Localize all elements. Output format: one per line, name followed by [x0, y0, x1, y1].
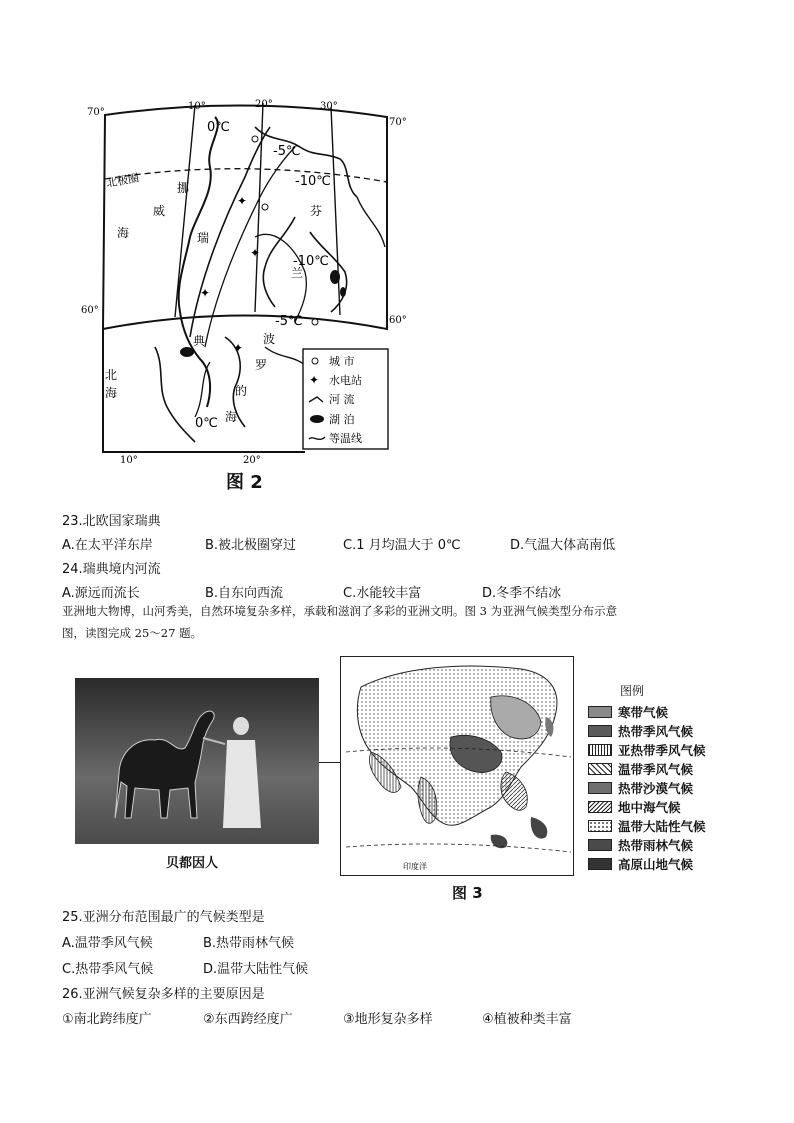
region-char: 瑞	[197, 231, 210, 245]
isotherm-label: 0℃	[195, 416, 218, 431]
bedouin-photo	[75, 678, 319, 844]
legend-swatch	[588, 744, 612, 756]
lon-label-30: 30°	[320, 101, 338, 112]
intro-paragraph	[62, 600, 762, 644]
legend-item: 温带季风气候	[588, 759, 706, 778]
svg-text:✦: ✦	[233, 341, 244, 355]
q26-stem: 26.亚洲气候复杂多样的主要原因是	[62, 987, 265, 1002]
map-ocean-label: 印度洋	[403, 862, 427, 871]
legend-swatch	[588, 782, 612, 794]
person-robe	[223, 740, 261, 828]
region-char: 挪	[177, 181, 190, 195]
q25-option-d: D.温带大陆性气候	[203, 962, 309, 977]
isotherm-label: -10℃	[293, 254, 329, 269]
svg-text:✦: ✦	[200, 286, 211, 300]
region-char: 海	[105, 386, 118, 400]
lon-bottom-10: 10°	[120, 455, 138, 466]
isotherm-label: -5℃	[273, 144, 301, 159]
q26-option-2: ②东西跨经度广	[203, 1012, 293, 1027]
region-char: 波	[263, 332, 276, 346]
q25-option-c: C.热带季风气候	[62, 962, 154, 977]
q24-option-d: D.冬季不结冰	[482, 586, 562, 601]
region-char: 北	[105, 368, 118, 382]
legend-item: 热带沙漠气候	[588, 778, 706, 797]
legend-swatch	[588, 801, 612, 813]
svg-text:等温线: 等温线	[329, 432, 362, 445]
isotherm-label: 0℃	[207, 120, 230, 135]
figure2-legend	[303, 349, 388, 449]
q26-option-1: ①南北跨纬度广	[62, 1012, 152, 1027]
region-char: 海	[225, 410, 238, 424]
legend-swatch	[588, 763, 612, 775]
q24-option-b: B.自东向西流	[205, 586, 284, 601]
asia-climate-map	[340, 656, 574, 876]
q23-option-a: A.在太平洋东岸	[62, 538, 153, 553]
svg-text:湖 泊: 湖 泊	[329, 413, 355, 426]
scandinavia-map	[81, 97, 407, 466]
legend-item: 热带季风气候	[588, 721, 706, 740]
intro-line-1: 亚洲地大物博，山河秀美，自然环境复杂多样，承载和滋润了多彩的亚洲文明。图 3 为亚洲气候类型分布示意	[62, 604, 618, 618]
q25-option-b: B.热带雨林气候	[203, 936, 295, 951]
legend-item: 温带大陆性气候	[588, 816, 706, 835]
q25-option-a: A.温带季风气候	[62, 936, 153, 951]
figure3-caption: 图 3	[452, 884, 483, 902]
lon-bottom-20: 20°	[243, 455, 261, 466]
region-char: 海	[117, 226, 130, 240]
legend-title: 图例	[620, 684, 645, 698]
lat-label-left-70: 70°	[87, 107, 105, 118]
q23-option-b: B.被北极圈穿过	[205, 538, 297, 553]
photo-caption: 贝都因人	[166, 856, 219, 871]
legend-swatch	[588, 725, 612, 737]
hydropower-icon: ✦	[309, 373, 320, 387]
q23-option-c: C.1 月均温大于 0℃	[343, 538, 461, 553]
legend-swatch	[588, 858, 612, 870]
region-char: 兰	[291, 266, 304, 280]
region-char: 典	[193, 334, 206, 348]
svg-text:河 流: 河 流	[329, 393, 355, 406]
q23-option-d: D.气温大体高南低	[510, 538, 616, 553]
legend-item: 高原山地气候	[588, 854, 706, 873]
legend-item: 寒带气候	[588, 702, 706, 721]
isotherm-label: -10℃	[295, 174, 331, 189]
legend-item: 热带雨林气候	[588, 835, 706, 854]
figure2-caption: 图 2	[226, 472, 263, 493]
city-icon	[312, 358, 318, 364]
q25-stem: 25.亚洲分布范围最广的气候类型是	[62, 910, 265, 925]
q24-option-c: C.水能较丰富	[343, 586, 422, 601]
arctic-circle-label: 北极圈	[105, 171, 141, 190]
lake-icon	[310, 415, 324, 423]
region-char: 威	[153, 204, 166, 218]
isotherm-label: -5℃	[275, 314, 303, 329]
legend-swatch	[588, 839, 612, 851]
q26-option-4: ④植被种类丰富	[482, 1012, 572, 1027]
legend-swatch	[588, 820, 612, 832]
svg-text:✦: ✦	[250, 246, 261, 260]
figure3-legend	[588, 682, 706, 873]
q24-option-a: A.源远而流长	[62, 586, 140, 601]
q23-stem: 23.北欧国家瑞典	[62, 514, 161, 529]
lon-label-10: 10°	[188, 101, 206, 112]
person-head	[233, 717, 249, 735]
legend-item: 亚热带季风气候	[588, 740, 706, 759]
legend-swatch	[588, 706, 612, 718]
lat-label-right-60: 60°	[389, 315, 407, 326]
region-char: 芬	[310, 204, 323, 218]
lon-label-20: 20°	[255, 99, 273, 110]
q24-stem: 24.瑞典境内河流	[62, 562, 161, 577]
region-char: 的	[235, 384, 248, 398]
intro-line-2: 图，读图完成 25～27 题。	[62, 626, 203, 640]
q26-option-3: ③地形复杂多样	[343, 1012, 433, 1027]
svg-text:✦: ✦	[237, 194, 248, 208]
region-char: 罗	[255, 358, 268, 372]
connector-line	[319, 762, 341, 763]
lat-label-right-70: 70°	[389, 117, 407, 128]
legend-item: 地中海气候	[588, 797, 706, 816]
svg-text:城 市: 城 市	[329, 355, 355, 368]
svg-text:水电站: 水电站	[329, 374, 362, 387]
lat-label-left-60: 60°	[81, 305, 99, 316]
